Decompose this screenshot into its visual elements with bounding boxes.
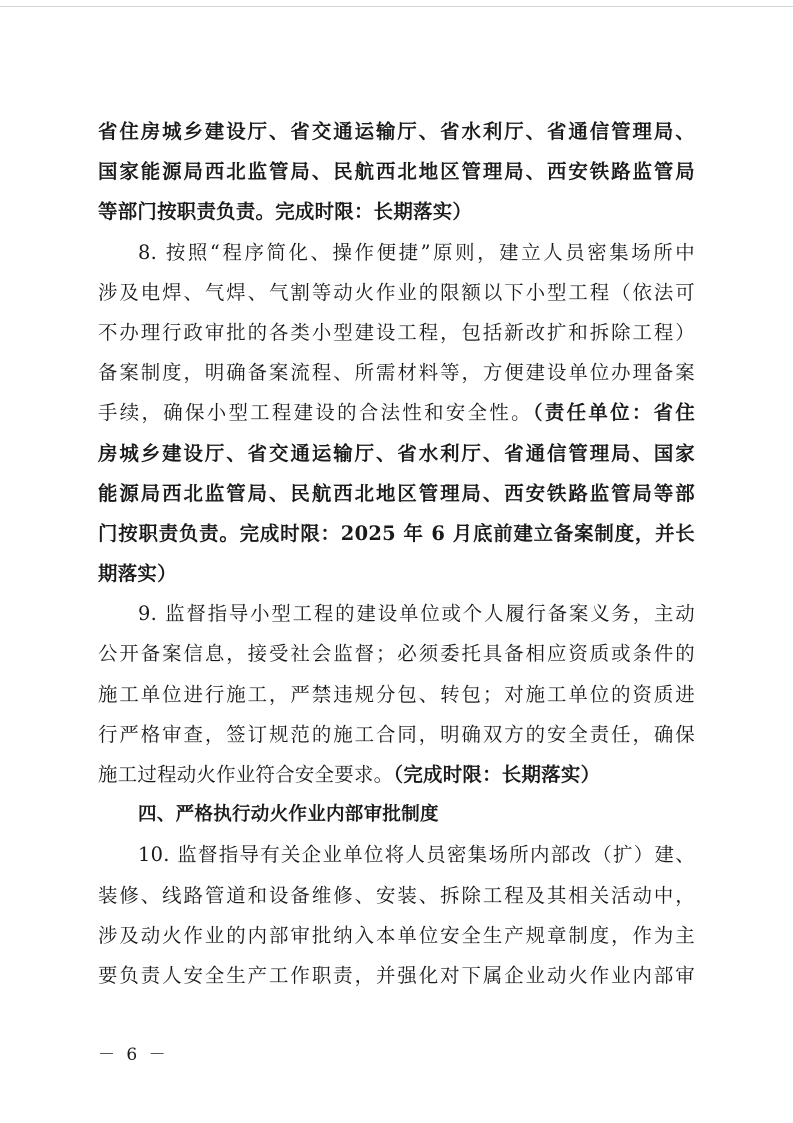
text-line [98,755,695,795]
item-9-first-line: 9. 监督指导小型工程的建设单位或个人履行备案义务，主动 [138,602,695,626]
document-body [98,112,695,996]
text-line: 房城乡建设厅、省交通运输厅、省水利厅、省通信管理局、国家 [98,441,695,465]
text-line: 能源局西北监管局、民航西北地区管理局、西安铁路监管局等部 [98,481,695,505]
text-line: 行严格审查，签订规范的施工合同，明确双方的安全责任，确保 [98,722,695,746]
text-line: 要负责人安全生产工作职责，并强化对下属企业动火作业内部审 [98,963,695,987]
text-line: 装修、线路管道和设备维修、安装、拆除工程及其相关活动中， [98,883,695,907]
top-border-line [0,6,793,7]
text-normal: 手续，确保小型工程建设的合法性和安全性。 [98,401,533,425]
text-line: 省住房城乡建设厅、省交通运输厅、省水利厅、省通信管理局、 [98,120,695,143]
text-line: 国家能源局西北监管局、民航西北地区管理局、西安铁路监管局 [98,160,695,184]
text-line: 门按职责负责。完成时限：2025 年 6 月底前建立备案制度，并长 [98,521,695,545]
responsibility-note: （责任单位：省住 [532,401,695,425]
text-line: 等部门按职责负责。完成时限：长期落实） [98,200,473,224]
deadline-note: （完成时限：长期落实） [393,763,601,786]
text-line: 期落实） [98,562,177,586]
item-10-first-line: 10. 监督指导有关企业单位将人员密集场所内部改（扩）建、 [138,843,695,867]
text-line: 涉及电焊、气焊、气割等动火作业的限额以下小型工程（依法可 [98,280,695,304]
page-number: － 6 － [98,1045,169,1065]
text-line: 公开备案信息，接受社会监督；必须委托具备相应资质或条件的 [98,642,695,666]
text-line: 涉及动火作业的内部审批纳入本单位安全生产规章制度，作为主 [98,923,695,947]
text-line: 施工单位进行施工，严禁违规分包、转包；对施工单位的资质进 [98,682,695,706]
text-line: 不办理行政审批的各类小型建设工程，包括新改扩和拆除工程） [98,320,695,344]
item-8-first-line: 8. 按照“程序简化、操作便捷”原则，建立人员密集场所中 [138,240,695,264]
text-line: 备案制度，明确备案流程、所需材料等，方便建设单位办理备案 [98,361,695,385]
text-line [98,393,695,433]
text-normal: 施工过程动火作业符合安全要求。 [98,763,394,786]
section-heading: 四、严格执行动火作业内部审批制度 [138,804,439,826]
